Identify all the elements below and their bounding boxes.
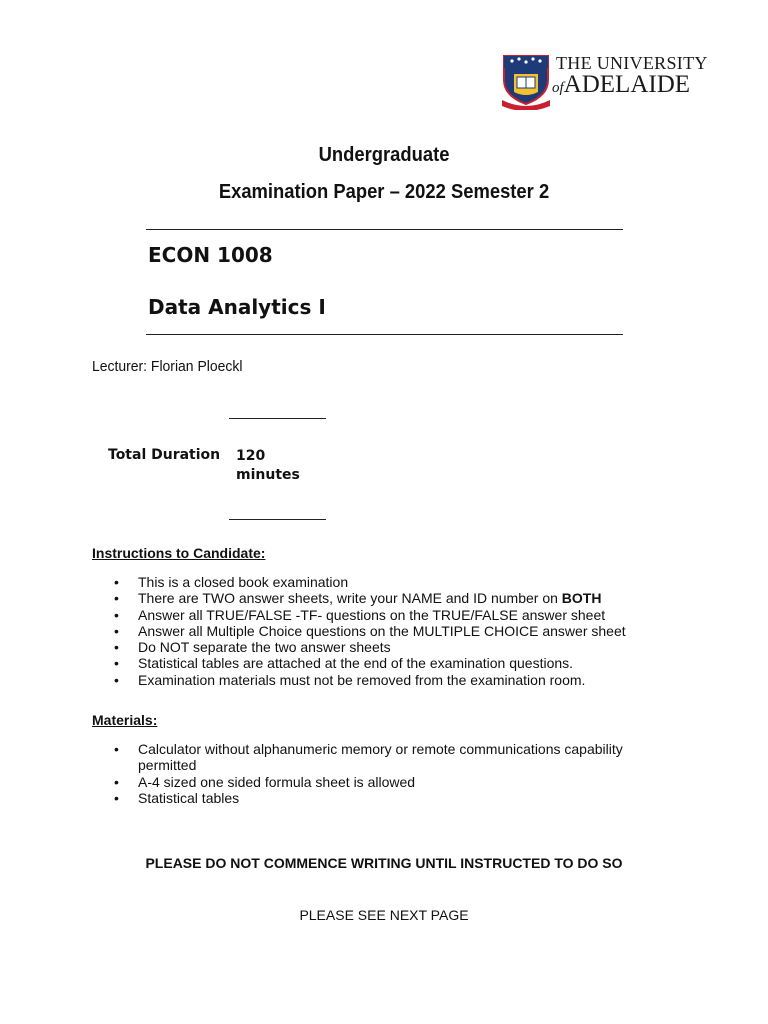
bullet-icon: • xyxy=(114,773,119,790)
university-name-line2 xyxy=(552,71,690,99)
bullet-icon: • xyxy=(114,622,119,639)
duration-value-unit: minutes xyxy=(236,467,300,483)
list-item: • Statistical tables xyxy=(114,789,240,806)
materials-list xyxy=(92,741,652,806)
bullet-icon: • xyxy=(114,574,119,590)
duration-value xyxy=(236,447,316,485)
university-name-of: of xyxy=(552,80,564,96)
list-item: • Examination materials must not be removed from the examination room. xyxy=(114,671,586,688)
list-item: • Answer all Multiple Choice questions on the MULTIPLE CHOICE answer sheet xyxy=(114,622,626,639)
list-item: • A-4 sized one sided formula sheet is allowed xyxy=(114,773,416,790)
commence-notice: PLEASE DO NOT COMMENCE WRITING UNTIL INSTRUCTED TO DO SO xyxy=(145,855,623,871)
bullet-icon: • xyxy=(114,590,119,607)
list-item: • There are TWO answer sheets, write your NAME and ID number on BOTH xyxy=(114,590,602,607)
emphasis-both: BOTH xyxy=(561,590,602,607)
university-name-adelaide: ADELAIDE xyxy=(563,71,691,98)
instructions-list xyxy=(92,574,662,688)
exam-level: Undergraduate xyxy=(318,144,450,166)
bullet-icon: • xyxy=(114,655,119,672)
bullet-icon: • xyxy=(114,606,119,623)
instructions-title: Instructions to Candidate: xyxy=(92,545,266,561)
duration-label: Total Duration xyxy=(108,447,221,463)
bullet-icon: • xyxy=(114,671,119,688)
bullet-icon: • xyxy=(114,789,119,806)
list-item: • Statistical tables are attached at the end of the examination questions. xyxy=(114,655,574,672)
university-logo xyxy=(500,52,708,112)
course-code: ECON 1008 xyxy=(148,243,273,267)
list-item: • Do NOT separate the two answer sheets xyxy=(114,639,391,656)
exam-paper-title: Examination Paper – 2022 Semester 2 xyxy=(218,181,550,203)
list-item: • This is a closed book examination xyxy=(114,574,349,590)
duration-rule-top xyxy=(229,418,326,419)
list-item: • Calculator without alphanumeric memory or remote communications capability permitted xyxy=(114,741,623,774)
university-name-line1: THE UNIVERSITY xyxy=(556,53,708,73)
divider-bottom xyxy=(146,334,623,335)
duration-value-number: 120 xyxy=(236,448,266,464)
next-page-notice: PLEASE SEE NEXT PAGE xyxy=(299,907,469,923)
divider-top xyxy=(146,229,623,230)
bullet-icon: • xyxy=(114,741,119,757)
lecturer-line: Lecturer: Florian Ploeckl xyxy=(92,358,243,375)
course-name: Data Analytics I xyxy=(148,295,326,319)
list-item: • Answer all TRUE/FALSE -TF- questions on the TRUE/FALSE answer sheet xyxy=(114,606,606,623)
duration-rule-bottom xyxy=(229,519,326,520)
materials-title: Materials: xyxy=(92,712,158,728)
university-crest-icon xyxy=(500,52,552,110)
bullet-icon: • xyxy=(114,639,119,656)
